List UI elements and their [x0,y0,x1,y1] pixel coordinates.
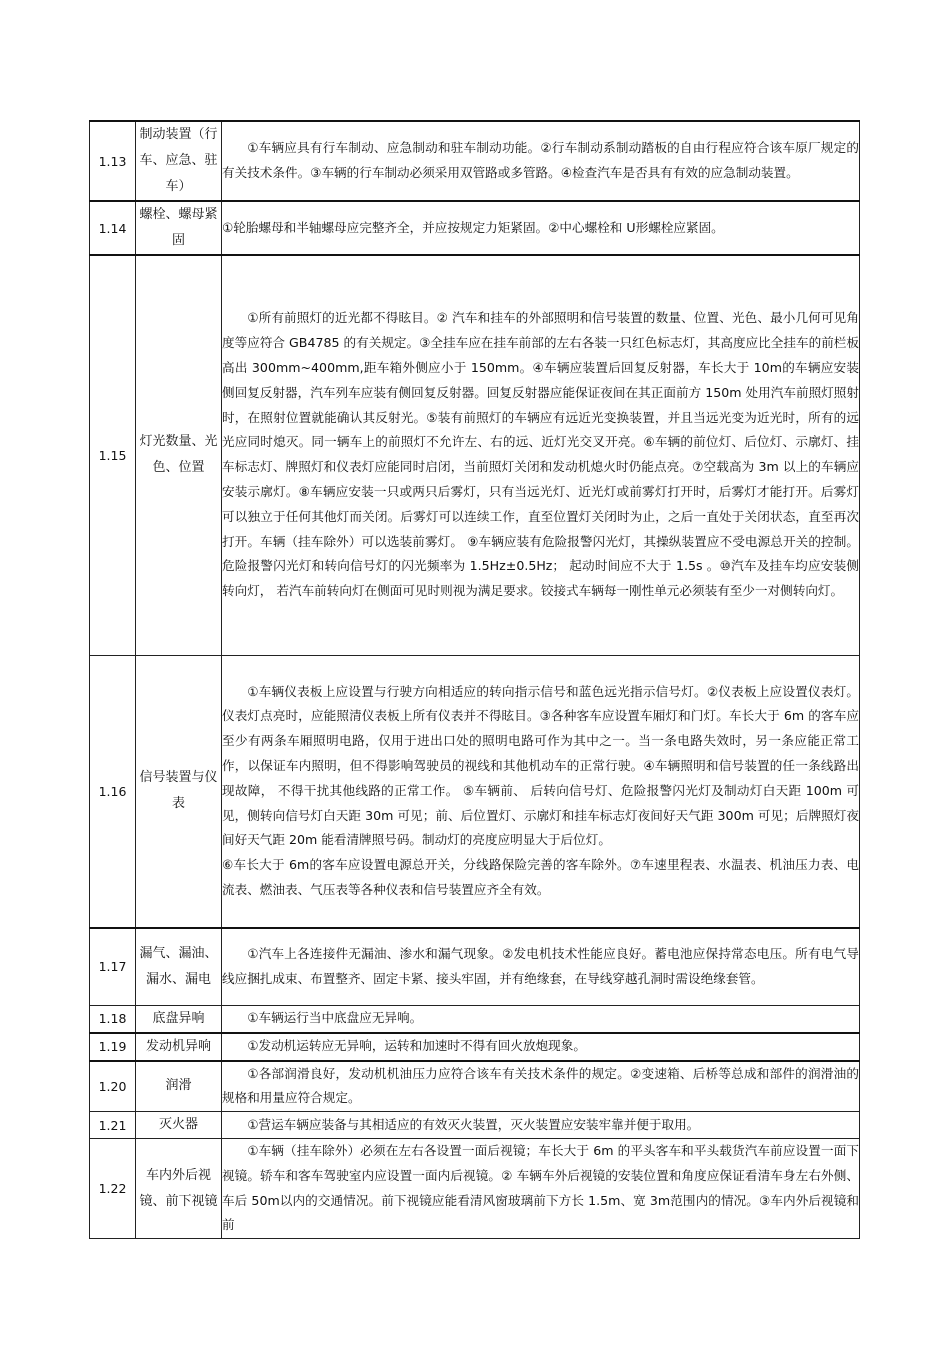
requirement-paragraph: ①发动机运转应无异响，运转和加速时不得有回火放炮现象。 [247,1038,586,1054]
row-number: 1.18 [90,1005,136,1033]
item-name: 车内外后视镜、前下视镜 [136,1139,222,1239]
table-row [90,201,860,255]
row-number: 1.20 [90,1061,136,1112]
row-number: 1.19 [90,1033,136,1061]
item-name: 漏气、漏油、漏水、漏电 [136,928,222,1005]
row-number: 1.15 [90,255,136,655]
table-row [90,1061,860,1112]
requirement-text [222,928,860,1005]
item-name: 发动机异响 [136,1033,222,1061]
table-row [90,121,860,201]
requirement-paragraph: ①车辆（挂车除外）必须在左右各设置一面后视镜；车长大于 6m 的平头客车和平头载货汽车前应设置一面下视镜。轿车和客车驾驶室内应设置一面内后视镜。② 车辆车外后视镜的安装位置和角度应保证看清车身左右外侧、车后 50m以内的交通情况。前下视镜应能看清风窗玻璃前下方长 1.5m、宽 3m范围内的情况。③车内外后视镜和前 [222,1143,859,1233]
table-row [90,655,860,928]
table-row [90,928,860,1005]
requirement-text [222,255,860,655]
item-name: 信号装置与仪表 [136,655,222,928]
requirement-text [222,121,860,201]
requirement-text [222,201,860,255]
requirement-paragraph: ①轮胎螺母和半轴螺母应完整齐全，并应按规定力矩紧固。②中心螺栓和 U形螺栓应紧固。 [222,219,724,235]
requirement-paragraph: ①车辆运行当中底盘应无异响。 [247,1010,423,1026]
item-name: 底盘异响 [136,1005,222,1033]
item-name: 润滑 [136,1061,222,1112]
requirement-text [222,655,860,928]
requirement-paragraph: ①汽车上各连接件无漏油、渗水和漏气现象。②发电机技术性能应良好。蓄电池应保持常态电压。所有电气导线应捆扎成束、布置整齐、固定卡紧、接头牢固，并有绝缘套，在导线穿越孔洞时需设绝缘套管。 [222,945,859,986]
requirement-paragraph: ①车辆仪表板上应设置与行驶方向相适应的转向指示信号和蓝色远光指示信号灯。②仪表板上应设置仪表灯。仪表灯点亮时，应能照清仪表板上所有仪表并不得眩目。③各种客车应设置车厢灯和门灯。车长大于 6m 的客车应至少有两条车厢照明电路，仅用于进出口处的照明电路可作为其中之一。当一条电路失效时，另一条应能正常工作，以保证车内照明，但不得影响驾驶员的视线和其他机动车的正常行驶。④车辆照明和信号装置的任一条线路出现故障， 不得干扰其他线路的正常工作。 ⑤车辆前、 后转向信号灯、危险报警闪光灯及制动灯白天距 100m 可见，侧转向信号灯白天距 30m 可见；前、后位置灯、示廓灯和挂车标志灯夜间好天气距 300m 可见；后牌照灯夜间好天气距 20m 能看清牌照号码。制动灯的亮度应明显大于后位灯。 [222,683,859,848]
requirement-paragraph: ⑥车长大于 6m的客车应设置电源总开关，分线路保险完善的客车除外。⑦车速里程表、水温表、机油压力表、电流表、燃油表、气压表等各种仪表和信号装置应齐全有效。 [222,857,859,898]
inspection-table [89,120,860,1239]
row-number: 1.21 [90,1112,136,1139]
row-number: 1.17 [90,928,136,1005]
item-name: 灯光数量、光色、位置 [136,255,222,655]
requirement-text [222,1005,860,1033]
row-number: 1.13 [90,121,136,201]
item-name: 制动装置（行车、应急、驻车） [136,121,222,201]
table-row [90,1112,860,1139]
item-name: 螺栓、螺母紧固 [136,201,222,255]
row-number: 1.22 [90,1139,136,1239]
requirement-paragraph: ①车辆应具有行车制动、应急制动和驻车制动功能。②行车制动系制动踏板的自由行程应符合该车原厂规定的有关技术条件。③车辆的行车制动必须采用双管路或多管路。④检查汽车是否具有有效的应急制动装置。 [222,140,859,180]
table-row [90,255,860,655]
row-number: 1.16 [90,655,136,928]
requirement-paragraph: ①营运车辆应装备与其相适应的有效灭火装置，灭火装置应安装牢靠并便于取用。 [247,1116,700,1132]
requirement-text [222,1061,860,1112]
requirement-text [222,1139,860,1239]
table-row [90,1139,860,1239]
table-row [90,1005,860,1033]
item-name: 灭火器 [136,1112,222,1139]
table-row [90,1033,860,1061]
requirement-text [222,1033,860,1061]
requirement-text [222,1112,860,1139]
row-number: 1.14 [90,201,136,255]
requirement-paragraph: ①各部润滑良好，发动机机油压力应符合该车有关技术条件的规定。②变速箱、后桥等总成和部件的润滑油的规格和用量应符合规定。 [222,1065,859,1106]
requirement-paragraph: ①所有前照灯的近光都不得眩目。② 汽车和挂车的外部照明和信号装置的数量、位置、光色、最小几何可见角度等应符合 GB4785 的有关规定。③全挂车应在挂车前部的左右各装一只红色标志灯，其高度应比全挂车的前栏板高出 300mm~400mm,距车箱外侧应小于 150mm。④车辆应装置后回复反射器，车长大于 10m的车辆应安装侧回复反射器，汽车列车应装有侧回复反射器。回复反射器应能保证夜间在其正面前方 150m 处用汽车前照灯照射时，在照射位置就能确认其反射光。⑤装有前照灯的车辆应有远近光变换装置，并且当远光变为近光时，所有的远光应同时熄灭。同一辆车上的前照灯不允许左、右的远、近灯光交叉开亮。⑥车辆的前位灯、后位灯、示廓灯、挂车标志灯、牌照灯和仪表灯应能同时启闭，当前照灯关闭和发动机熄火时仍能点亮。⑦空载高为 3m 以上的车辆应安装示廓灯。⑧车辆应安装一只或两只后雾灯，只有当远光灯、近光灯或前雾灯打开时，后雾灯才能打开。后雾灯可以独立于任何其他灯而关闭。后雾灯可以连续工作，直至位置灯关闭时为止，之后一直处于关闭状态，直至再次打开。车辆（挂车除外）可以选装前雾灯。 ⑨车辆应装有危险报警闪光灯，其操纵装置应不受电源总开关的控制。 危险报警闪光灯和转向信号灯的闪光频率为 1.5Hz±0.5Hz； 起动时间应不大于 1.5s 。⑩汽车及挂车均应安装侧转向灯， 若汽车前转向灯在侧面可见时则视为满足要求。铰接式车辆每一刚性单元必须装有至少一对侧转向灯。 [222,310,859,599]
